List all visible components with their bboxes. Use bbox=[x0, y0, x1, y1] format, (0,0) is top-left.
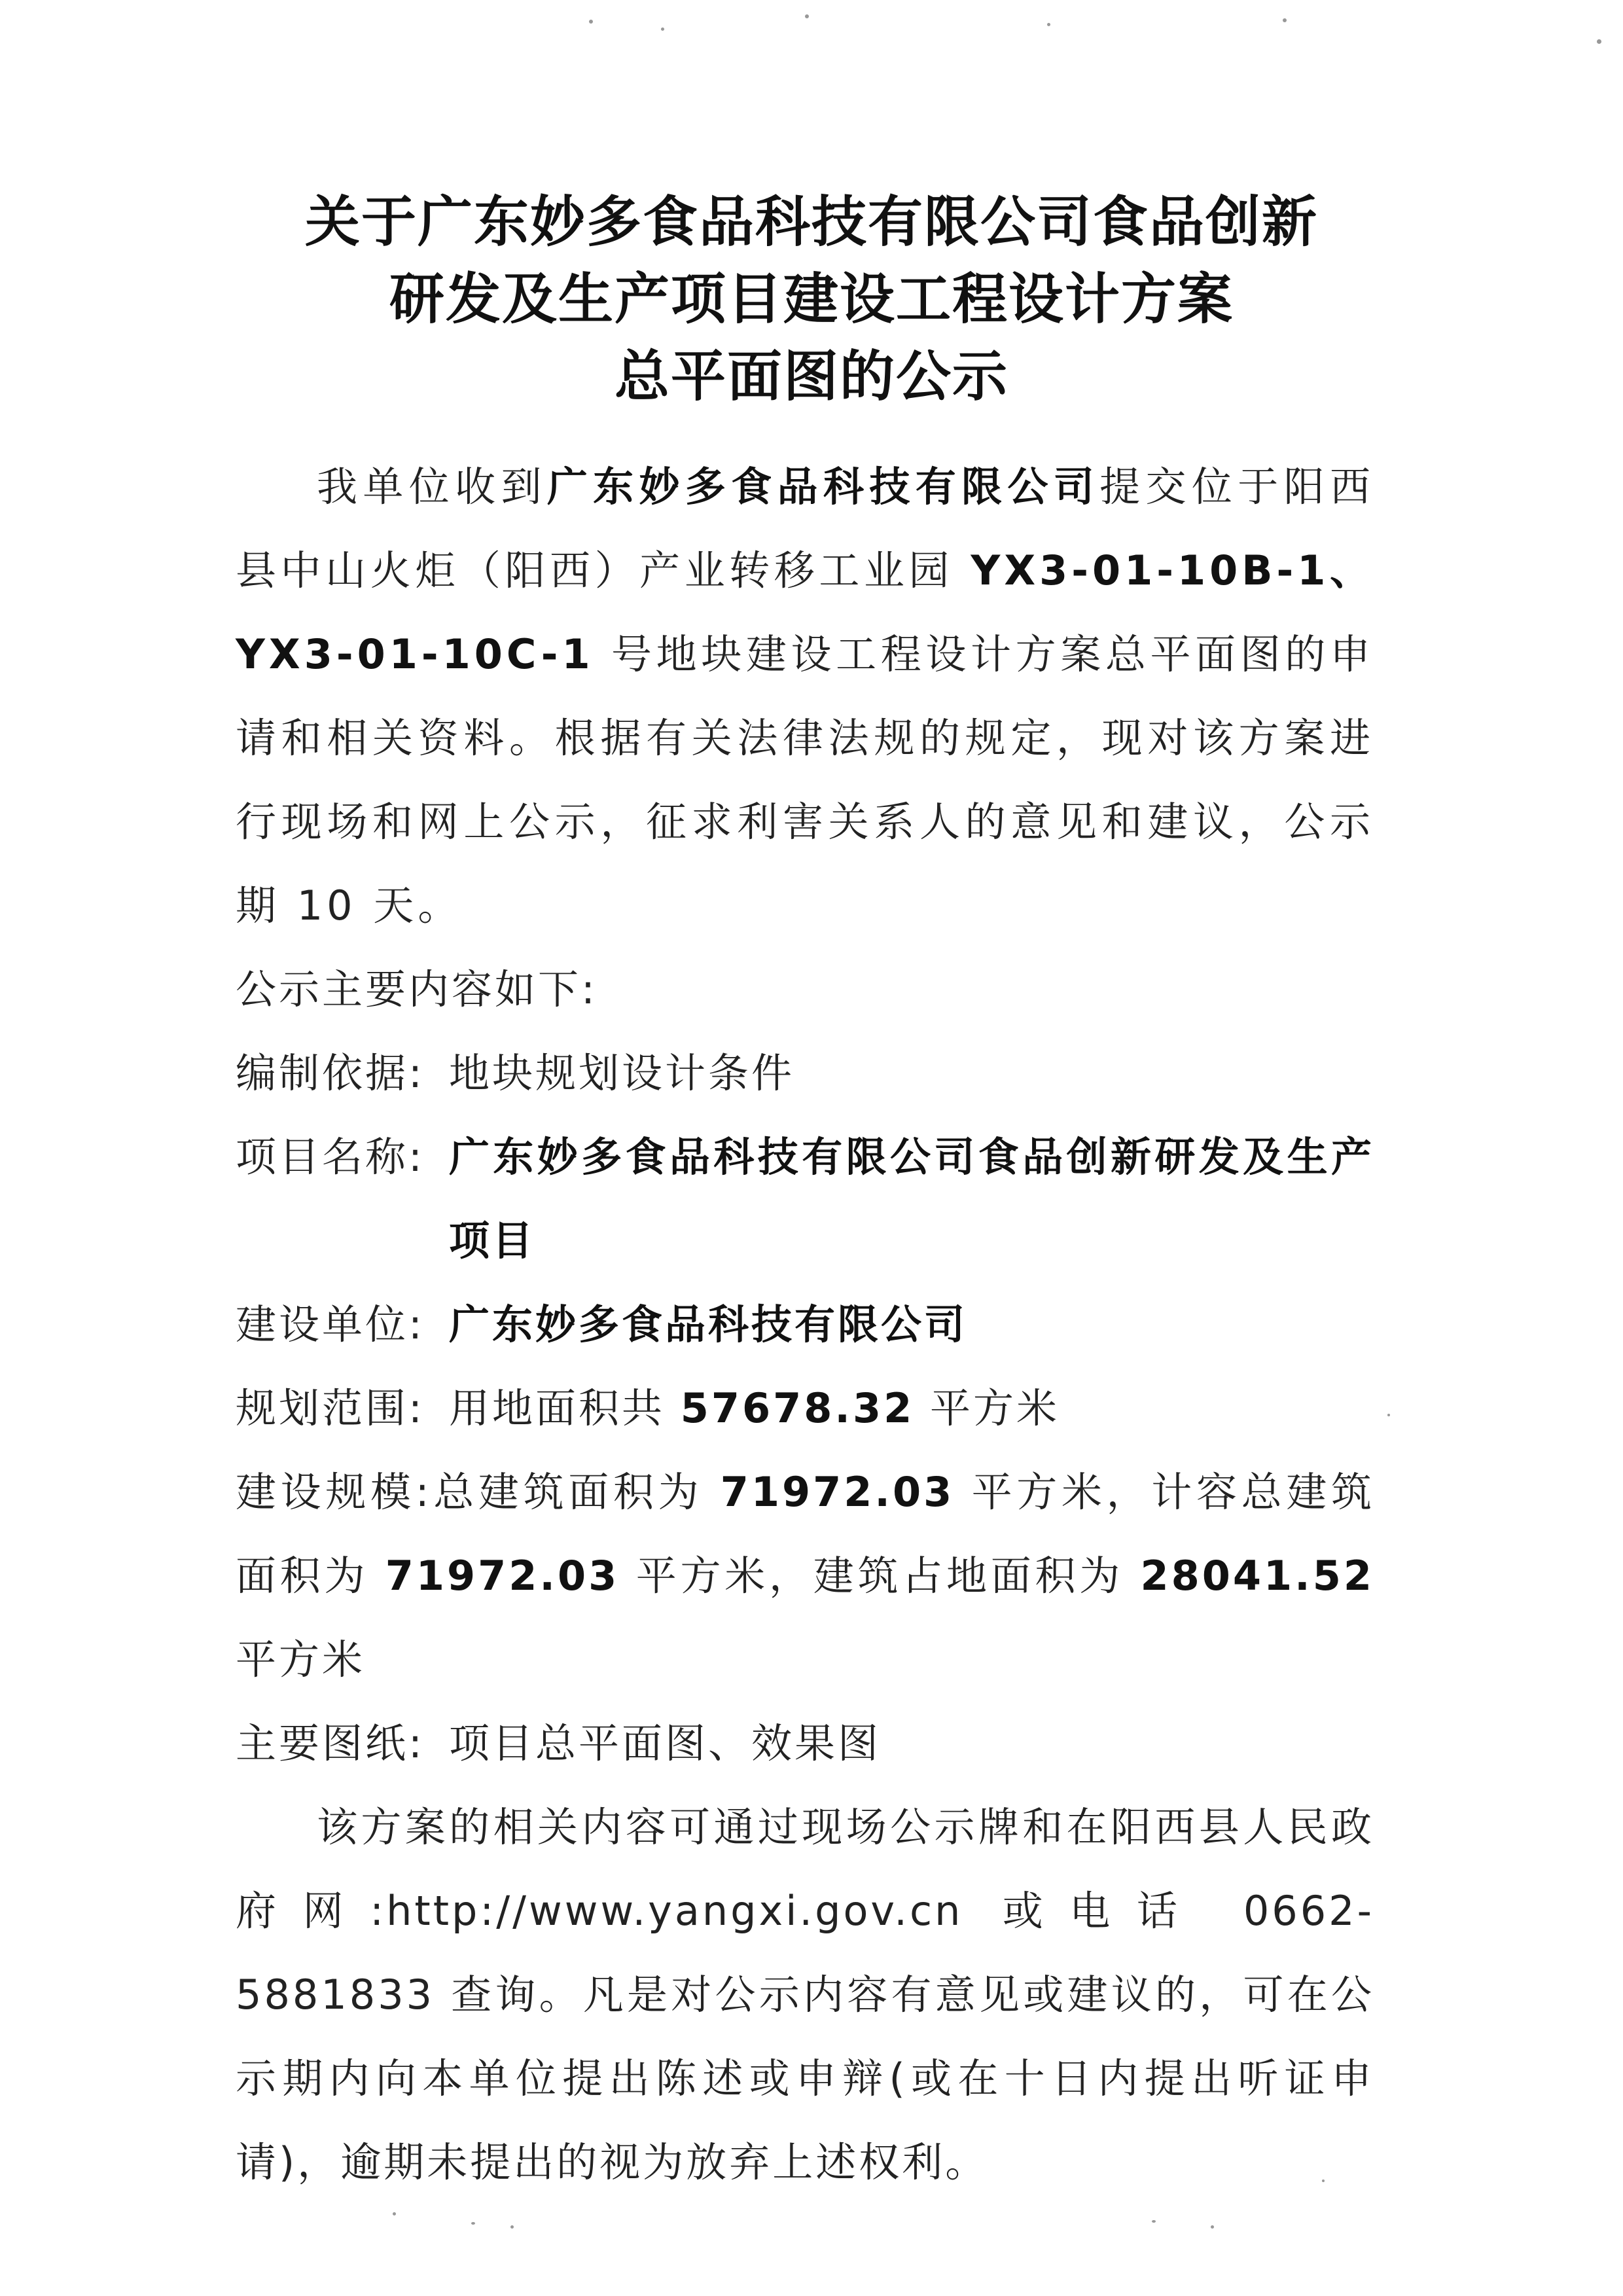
scale-text: 平方米，建筑占地面积为 bbox=[635, 1552, 1124, 1600]
document-body bbox=[236, 445, 1374, 2204]
field-label: 主要图纸: bbox=[236, 1719, 425, 1767]
scan-speck bbox=[1211, 2225, 1214, 2229]
scale-text: 平方米，计容总建筑面积为 bbox=[236, 1468, 1374, 1600]
scale-footprint-area: 28041.52 bbox=[1140, 1552, 1374, 1600]
scan-speck bbox=[510, 2225, 514, 2229]
scan-speck bbox=[1387, 1414, 1390, 1416]
closing-text: 或电话 bbox=[1002, 1887, 1204, 1935]
document-title bbox=[196, 183, 1427, 415]
scan-speck bbox=[1152, 2220, 1156, 2223]
field-label: 项目名称: bbox=[236, 1133, 425, 1181]
scan-speck bbox=[589, 20, 593, 24]
scan-speck bbox=[1047, 23, 1050, 26]
field-value: 项目总平面图、效果图 bbox=[449, 1719, 882, 1767]
title-line: 关于广东妙多食品科技有限公司食品创新 bbox=[304, 189, 1318, 254]
content-heading: 公示主要内容如下: bbox=[236, 965, 597, 1013]
intro-company: 广东妙多食品科技有限公司 bbox=[546, 463, 1100, 511]
field-builder bbox=[236, 1283, 1374, 1367]
scale-total-area: 71972.03 bbox=[720, 1468, 955, 1516]
intro-plot-codes: YX3-01-10B-1、YX3-01-10C-1 bbox=[236, 547, 1374, 678]
intro-text: 我单位收到 bbox=[317, 463, 547, 511]
field-label: 编制依据: bbox=[236, 1049, 425, 1097]
title-line: 研发及生产项目建设工程设计方案 bbox=[389, 266, 1234, 331]
closing-text: 查询。凡是对公示内容有意见或建议的，可在公示期内向本单位提出陈述或申辩(或在十日内提出听证申请)，逾期未提出的视为放弃上述权利。 bbox=[236, 1971, 1374, 2186]
field-label: 建设单位: bbox=[236, 1300, 425, 1348]
field-value: 广东妙多食品科技有限公司 bbox=[449, 1300, 968, 1348]
field-scale bbox=[236, 1450, 1374, 1702]
closing-paragraph bbox=[236, 1785, 1374, 2204]
scale-text: 平方米 bbox=[236, 1636, 366, 1683]
scope-unit: 平方米 bbox=[929, 1384, 1060, 1432]
field-value: 地块规划设计条件 bbox=[449, 1049, 795, 1097]
scan-speck bbox=[393, 2212, 396, 2215]
intro-paragraph bbox=[236, 445, 1374, 948]
closing-url: http://www.yangxi.gov.cn bbox=[386, 1887, 963, 1935]
scale-text: 总建筑面积为 bbox=[431, 1468, 704, 1516]
intro-period: 10 bbox=[296, 882, 357, 929]
scan-speck bbox=[471, 2222, 475, 2225]
field-drawings bbox=[236, 1702, 1374, 1785]
title-line: 总平面图的公示 bbox=[614, 344, 1008, 408]
field-scope bbox=[236, 1367, 1374, 1450]
scope-area: 57678.32 bbox=[680, 1384, 915, 1432]
field-basis bbox=[236, 1031, 1374, 1115]
intro-text: 提交位于阳西县中山火炬（阳西）产业转移工业园 bbox=[236, 463, 1374, 594]
field-value: 广东妙多食品科技有限公司食品创新研发及生产项目 bbox=[449, 1133, 1374, 1265]
scan-speck bbox=[661, 27, 664, 31]
scan-speck bbox=[805, 14, 809, 18]
intro-text: 天。 bbox=[373, 882, 463, 929]
scan-speck bbox=[1283, 18, 1287, 22]
field-project bbox=[236, 1115, 1374, 1283]
closing-phone: 0662-5881833 bbox=[236, 1887, 1374, 2018]
intro-text: 号地块建设工程设计方案总平面图的申请和相关资料。根据有关法律法规的规定，现对该方案进行现场和网上公示，征求利害关系人的意见和建议，公示期 bbox=[236, 630, 1374, 929]
scan-speck bbox=[1597, 39, 1601, 44]
scope-text: 用地面积共 bbox=[449, 1384, 666, 1432]
closing-text: 该方案的相关内容可通过现场公示牌和在阳西县人民政府网: bbox=[236, 1803, 1374, 1935]
field-value bbox=[449, 1367, 1374, 1450]
field-label: 规划范围: bbox=[236, 1384, 425, 1432]
field-label: 建设规模: bbox=[236, 1468, 432, 1516]
scale-capacity-area: 71972.03 bbox=[385, 1552, 620, 1600]
